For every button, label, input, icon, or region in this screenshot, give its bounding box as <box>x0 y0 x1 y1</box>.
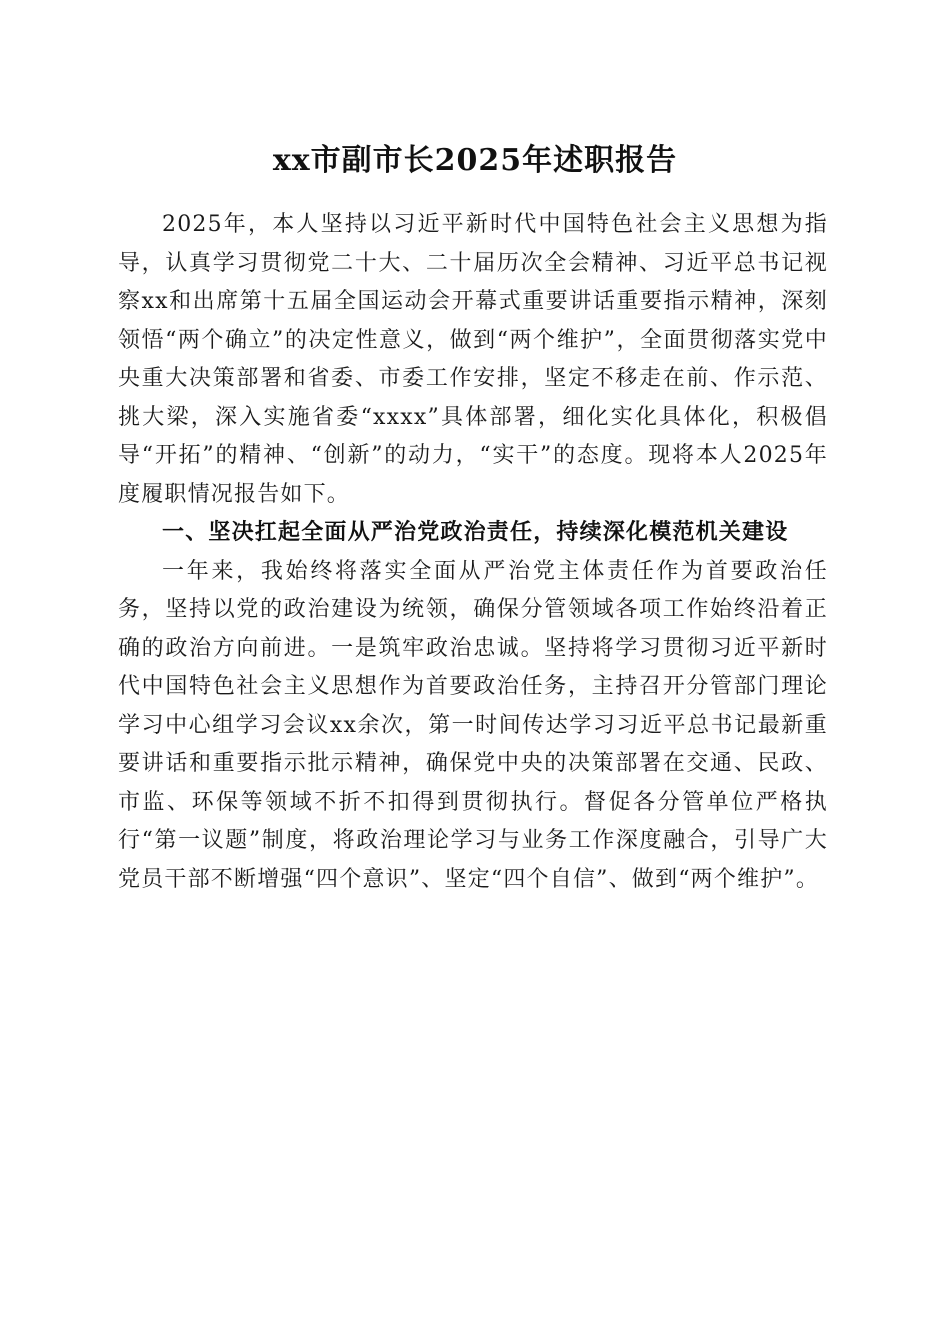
section-heading: 一、坚决扛起全面从严治党政治责任，持续深化模范机关建设 <box>162 520 789 545</box>
document-title: xx市副市长2025年述职报告 <box>272 143 678 178</box>
document-body <box>118 206 828 899</box>
section-paragraph: 一年来，我始终将落实全面从严治党主体责任作为首要政治任务，坚持以党的政治建设为统领，确保分管领域各项工作始终沿着正确的政治方向前进。一是筑牢政治忠诚。坚持将学习贯彻习近平新时代中国特色社会主义思想作为首要政治任务，主持召开分管部门理论学习中心组学习会议xx余次，第一时间传达学习习近平总书记最新重要讲话和重要指示批示精神，确保党中央的决策部署在交通、民政、市监、环保等领域不折不扣得到贯彻执行。督促各分管单位严格执行“第一议题”制度，将政治理论学习与业务工作深度融合，引导广大党员干部不断增强“四个意识”、坚定“四个自信”、做到“两个维护”。 <box>118 558 828 892</box>
intro-paragraph: 2025年，本人坚持以习近平新时代中国特色社会主义思想为指导，认真学习贯彻党二十大、二十届历次全会精神、习近平总书记视察xx和出席第十五届全国运动会开幕式重要讲话重要指示精神，深刻领悟“两个确立”的决定性意义，做到“两个维护”，全面贯彻落实党中央重大决策部署和省委、市委工作安排，坚定不移走在前、作示范、挑大梁，深入实施省委“xxxx”具体部署，细化实化具体化，积极倡导“开拓”的精神、“创新”的动力，“实干”的态度。现将本人2025年度履职情况报告如下。 <box>118 212 828 507</box>
